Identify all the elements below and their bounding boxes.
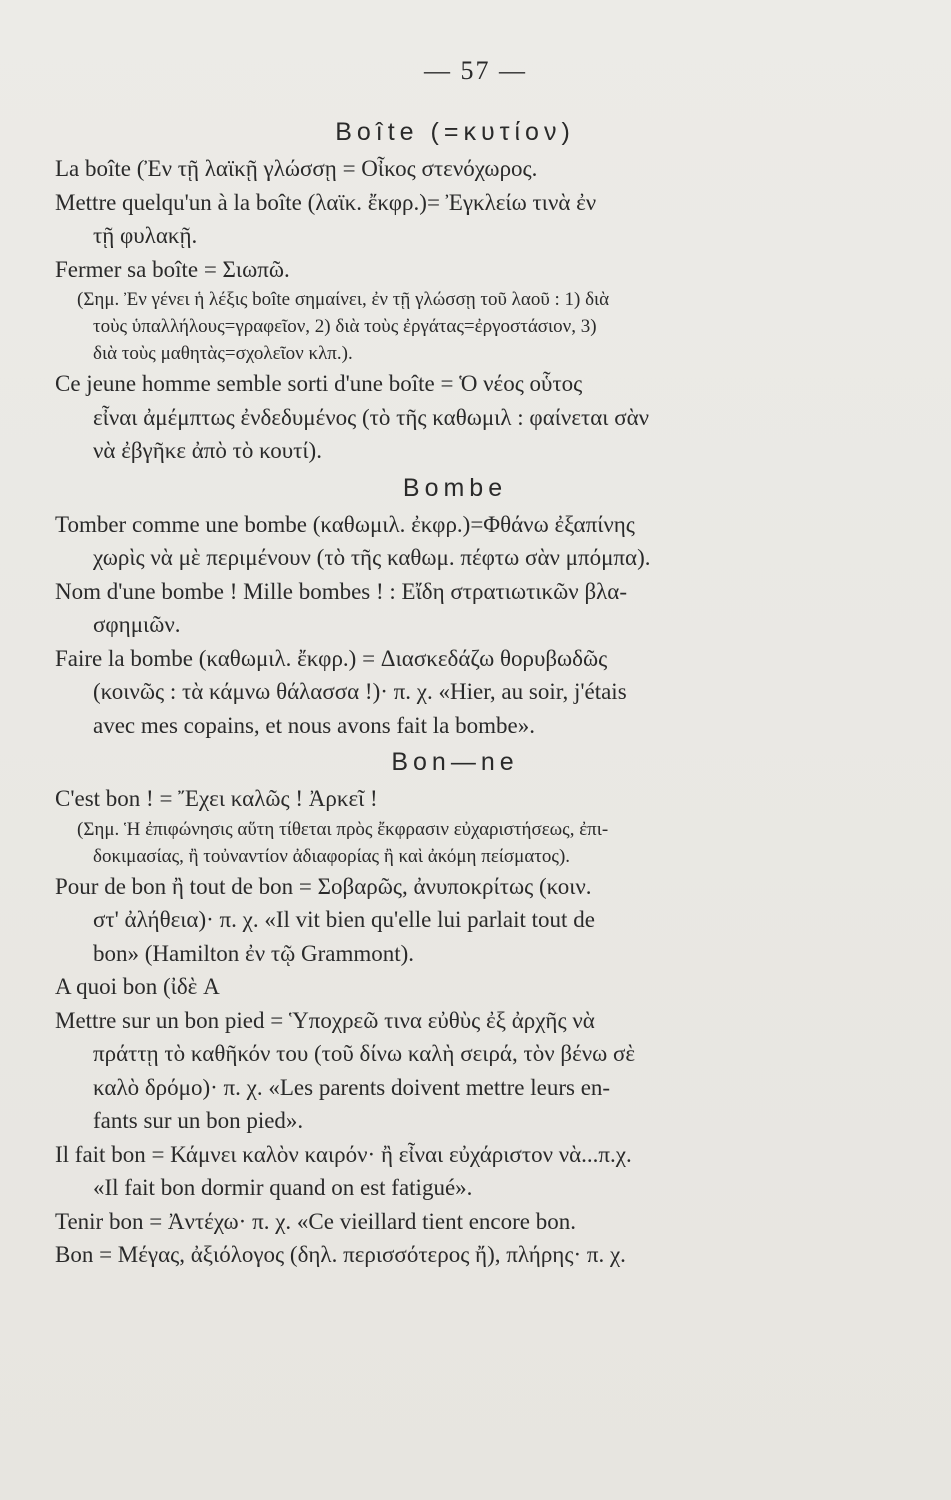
entry-continuation: avec mes copains, et nous avons fait la bombe». xyxy=(93,712,535,738)
entry-continuation: πράττῃ τὸ καθῆκόν του (τοῦ δίνω καλὴ σειρά, τὸν βένω σὲ xyxy=(93,1041,636,1066)
entry-continuation: εἶναι ἀμέμπτως ἐνδεδυμένος (τὸ τῆς καθωμιλ : φαίνεται σὰν xyxy=(93,404,650,430)
page-number: — 57 — xyxy=(424,56,527,85)
entry-continuation: (κοινῶς : τὰ κάμνω θάλασσα !)· π. χ. «Hier, au soir, j'étais xyxy=(93,679,627,704)
note-continuation: τοὺς ὑπαλλήλους=γραφεῖον, 2) διὰ τοὺς ἐργάτας=ἐργοστάσιον, 3) xyxy=(93,316,597,337)
entry-continuation: στ' ἀλήθεια)· π. χ. «Il vit bien qu'elle lui parlait tout de xyxy=(93,907,595,932)
entry-line: Nom d'une bombe ! Mille bombes ! : Εἴδη στρατιωτικῶν βλα- xyxy=(55,578,628,604)
entry-line: La boîte (Ἐν τῇ λαϊκῇ γλώσσῃ = Οἶκος στενόχωρος. xyxy=(55,156,538,181)
note-continuation: διὰ τοὺς μαθητὰς=σχολεῖον κλπ.). xyxy=(93,343,353,364)
entry-line: Ce jeune homme semble sorti d'une boîte = Ὁ νέος οὗτος xyxy=(55,371,583,396)
entry-line: Il fait bon = Κάμνει καλὸν καιρόν· ἢ εἶναι εὐχάριστον νὰ...π.χ. xyxy=(55,1141,632,1167)
entry-line: A quoi bon (ἰδὲ A xyxy=(55,974,220,999)
note-line: (Σημ. Ἐν γένει ἡ λέξις boîte σημαίνει, ἐν τῇ γλώσσῃ τοῦ λαοῦ : 1) διὰ xyxy=(77,289,610,310)
entry-continuation: καλὸ δρόμο)· π. χ. «Les parents doivent mettre leurs en- xyxy=(93,1074,611,1100)
note-line: (Σημ. Ἡ ἐπιφώνησις αὕτη τίθεται πρὸς ἔκφρασιν εὐχαριστήσεως, ἐπι- xyxy=(77,818,609,840)
entry-continuation: bon» (Hamilton ἐν τῷ Grammont). xyxy=(93,940,415,966)
entry-line: Mettre sur un bon pied = Ὑποχρεῶ τινα εὐθὺς ἐξ ἀρχῆς νὰ xyxy=(55,1007,595,1033)
section-heading: Bon—ne xyxy=(391,748,519,776)
entry-continuation: χωρὶς νὰ μὲ περιμένουν (τὸ τῆς καθωμ. πέφτω σὰν μπόμπα). xyxy=(93,545,651,570)
entry-line: Fermer sa boîte = Σιωπῶ. xyxy=(55,256,290,282)
entry-continuation: fants sur un bon pied». xyxy=(93,1108,304,1133)
section-heading: Bombe xyxy=(402,473,508,502)
entry-continuation: «Il fait bon dormir quand on est fatigué». xyxy=(93,1175,473,1200)
section-heading: Boîte (=κυτίον) xyxy=(335,118,575,146)
entry-line: Pour de bon ἢ tout de bon = Σοβαρῶς, ἀνυποκρίτως (κοιν. xyxy=(55,873,592,899)
entry-line: Tenir bon = Ἀντέχω· π. χ. «Ce vieillard tient encore bon. xyxy=(55,1208,577,1234)
entry-line: Tomber comme une bombe (καθωμιλ. ἐκφρ.)=Φθάνω ἐξαπίνης xyxy=(55,511,635,537)
entry-line: Faire la bombe (καθωμιλ. ἔκφρ.) = Διασκεδάζω θορυβωδῶς xyxy=(55,645,608,671)
entry-line: Bon = Μέγας, ἀξιόλογος (δηλ. περισσότερος ἤ), πλήρης· π. χ. xyxy=(55,1242,626,1267)
entry-line: C'est bon ! = Ἔχει καλῶς ! Ἀρκεῖ ! xyxy=(55,786,378,811)
page-body xyxy=(55,112,825,1272)
entry-continuation: τῇ φυλακῇ. xyxy=(93,223,198,248)
entry-continuation: νὰ ἐβγῆκε ἀπὸ τὸ κουτί). xyxy=(93,438,322,463)
entry-line: Mettre quelqu'un à la boîte (λαϊκ. ἔκφρ.)= Ἐγκλείω τινὰ ἐν xyxy=(55,189,597,215)
note-continuation: δοκιμασίας, ἢ τοὐναντίον ἀδιαφορίας ἢ καὶ ἀκόμη πείσματος). xyxy=(93,845,571,867)
entry-continuation: σφημιῶν. xyxy=(93,612,181,637)
